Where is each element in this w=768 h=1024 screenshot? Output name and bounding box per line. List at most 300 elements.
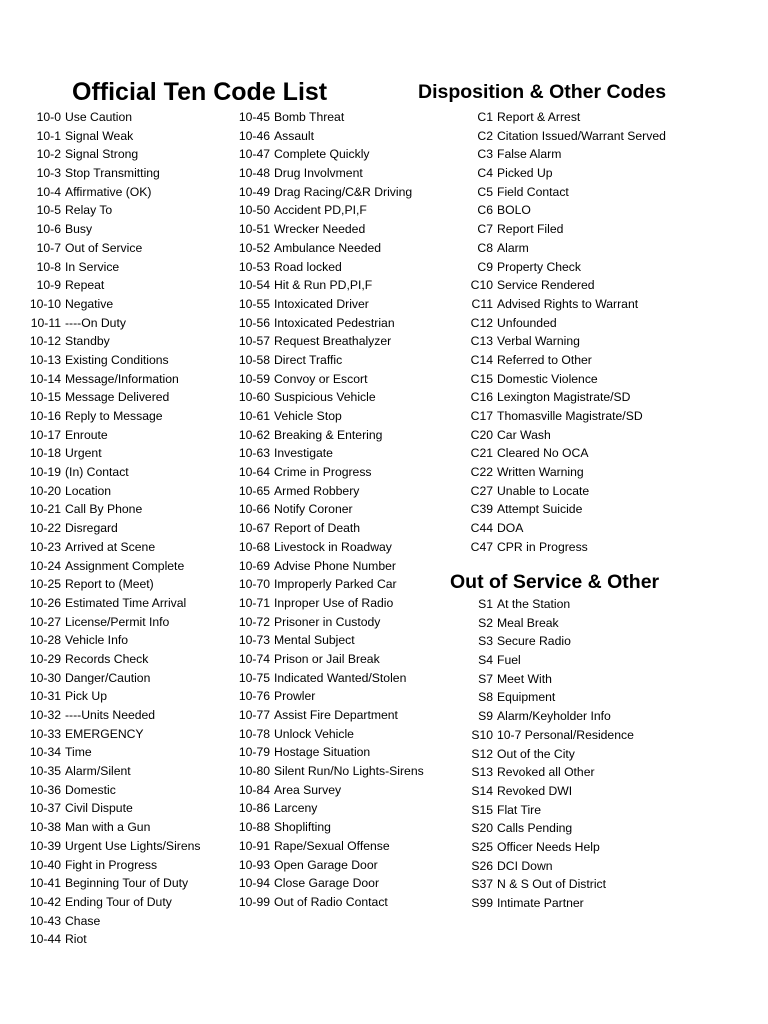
code-description: Report & Arrest: [497, 110, 581, 124]
code-number: S15: [471, 802, 493, 817]
code-description: Prison or Jail Break: [274, 651, 380, 666]
code-row: [0, 782, 573, 801]
code-number: C7: [477, 222, 493, 237]
code-row: [0, 482, 590, 501]
code-description: Intoxicated Pedestrian: [274, 315, 395, 330]
code-description: Report of Death: [274, 521, 361, 536]
code-description: Revoked all Other: [497, 765, 595, 780]
code-description: Stop Transmitting: [65, 166, 160, 181]
code-number: 10-45: [238, 110, 270, 124]
code-description: Unfounded: [497, 315, 557, 330]
code-number: 10-27: [29, 614, 61, 629]
code-number: C15: [470, 371, 493, 386]
code-description: Field Contact: [497, 184, 569, 199]
code-number: S3: [478, 634, 493, 649]
code-description: N & S Out of District: [497, 877, 607, 892]
code-number: 10-62: [238, 427, 270, 442]
code-description: Message Delivered: [65, 390, 170, 405]
code-row: [0, 538, 588, 557]
code-description: Prisoner in Custody: [274, 614, 381, 629]
code-number: 10-17: [29, 427, 61, 442]
code-description: CPR in Progress: [497, 539, 588, 554]
code-row: [0, 707, 611, 726]
code-number: 10-28: [29, 633, 61, 648]
code-row: [0, 164, 553, 183]
code-number: 10-23: [29, 539, 61, 554]
code-number: C20: [470, 427, 493, 442]
code-description: Out of Radio Contact: [274, 894, 388, 909]
code-number: S8: [478, 690, 493, 705]
code-number: C39: [470, 502, 493, 517]
code-description: Lexington Magistrate/SD: [497, 390, 631, 405]
code-description: Negative: [65, 296, 114, 311]
code-description: Bomb Threat: [274, 110, 345, 124]
code-description: Flat Tire: [497, 802, 542, 817]
code-number: S12: [471, 746, 493, 761]
code-number: 10-52: [238, 240, 270, 255]
code-number: 10-84: [238, 782, 270, 797]
code-description: At the Station: [497, 597, 571, 611]
code-number: 10-6: [36, 222, 61, 237]
code-description: Road locked: [274, 259, 342, 274]
code-description: Estimated Time Arrival: [65, 595, 187, 610]
code-number: 10-33: [29, 726, 61, 741]
code-number: C12: [470, 315, 493, 330]
code-description: 10-7 Personal/Residence: [497, 727, 634, 742]
code-description: License/Permit Info: [65, 614, 170, 629]
code-description: Inproper Use of Radio: [274, 595, 394, 610]
code-row: [0, 201, 531, 220]
code-number: 10-4: [36, 184, 61, 199]
code-number: 10-26: [29, 595, 61, 610]
code-number: S26: [471, 858, 493, 873]
code-description: Message/Information: [65, 371, 179, 386]
code-number: 10-15: [29, 390, 61, 405]
code-description: DCI Down: [497, 858, 553, 873]
code-description: Mental Subject: [274, 633, 355, 648]
code-description: Request Breathalyzer: [274, 334, 392, 349]
code-number: 10-54: [238, 278, 270, 293]
code-number: 10-14: [29, 371, 61, 386]
code-number: 10-91: [238, 838, 270, 853]
code-row: [0, 145, 562, 164]
code-number: C2: [477, 128, 493, 143]
code-row: [0, 632, 571, 651]
code-number: 10-77: [238, 708, 270, 722]
code-description: Meet With: [497, 671, 552, 686]
code-number: 10-71: [238, 595, 270, 610]
code-description: Intoxicated Driver: [274, 296, 369, 311]
code-number: C27: [470, 483, 493, 498]
code-description: Assignment Complete: [65, 558, 185, 573]
code-row: [0, 332, 580, 351]
code-description: Use Caution: [65, 110, 133, 124]
code-row: [0, 183, 569, 202]
code-number: 10-22: [29, 521, 61, 536]
code-number: 10-39: [29, 838, 61, 853]
code-row: [0, 519, 524, 538]
code-description: Larceny: [274, 801, 318, 816]
code-row: [0, 388, 631, 407]
code-description: Man with a Gun: [65, 820, 151, 835]
code-description: Car Wash: [497, 427, 551, 442]
code-description: Vehicle Info: [65, 633, 129, 648]
code-number: 10-16: [29, 409, 61, 423]
code-description: Domestic: [65, 782, 116, 797]
code-number: 10-61: [238, 409, 270, 423]
code-row: [0, 108, 581, 127]
code-description: Disregard: [65, 521, 118, 536]
code-number: S25: [471, 839, 493, 854]
code-number: 10-44: [29, 932, 61, 947]
code-row: [0, 595, 571, 614]
code-row: [0, 444, 589, 463]
code-description: Complete Quickly: [274, 147, 370, 162]
code-description: Location: [65, 483, 112, 498]
code-description: Out of Service: [65, 240, 143, 255]
code-number: 10-64: [238, 465, 270, 480]
code-number: C4: [477, 166, 493, 181]
code-number: C9: [477, 259, 493, 274]
code-number: 10-34: [29, 745, 61, 760]
code-description: Meal Break: [497, 615, 559, 630]
code-description: Out of the City: [497, 746, 575, 761]
code-number: 10-18: [29, 446, 61, 461]
code-description: False Alarm: [497, 147, 562, 162]
code-description: Prowler: [274, 689, 316, 704]
code-description: Danger/Caution: [65, 670, 151, 685]
code-description: Close Garage Door: [274, 876, 379, 891]
code-number: C13: [470, 334, 493, 349]
code-number: 10-79: [238, 745, 270, 760]
code-description: Beginning Tour of Duty: [65, 876, 189, 891]
code-description: Cleared No OCA: [497, 446, 589, 461]
code-number: 10-1: [36, 128, 61, 143]
code-number: 10-76: [238, 689, 270, 704]
code-number: 10-0: [36, 110, 61, 124]
code-description: Direct Traffic: [274, 352, 343, 367]
code-description: Attempt Suicide: [497, 502, 583, 517]
code-description: Standby: [65, 334, 110, 349]
code-description: Pick Up: [65, 689, 107, 704]
out-of-service-section-heading: Out of Service & Other: [450, 571, 660, 593]
code-description: ----Units Needed: [65, 708, 156, 722]
code-description: DOA: [497, 521, 524, 536]
code-number: S10: [471, 727, 493, 742]
code-number: 10-88: [238, 820, 270, 835]
code-number: C11: [471, 296, 493, 311]
code-number: 10-43: [29, 913, 61, 928]
code-row: [0, 819, 573, 838]
code-number: C47: [470, 539, 493, 554]
page-title: Official Ten Code List: [72, 78, 328, 106]
code-number: C14: [470, 352, 493, 367]
code-number: 10-10: [29, 296, 61, 311]
code-number: 10-38: [29, 820, 61, 835]
code-row: [0, 407, 643, 426]
code-number: 10-78: [238, 726, 270, 741]
code-number: 10-49: [238, 184, 270, 199]
code-description: Wrecker Needed: [274, 222, 366, 237]
code-number: 10-42: [29, 894, 61, 909]
code-description: Alarm/Silent: [65, 764, 131, 779]
code-description: Affirmative (OK): [65, 184, 152, 199]
code-number: 10-32: [29, 708, 61, 722]
code-description: Suspicious Vehicle: [274, 390, 376, 405]
code-description: Time: [65, 745, 92, 760]
code-description: Rape/Sexual Offense: [274, 838, 390, 853]
code-description: Citation Issued/Warrant Served: [497, 128, 666, 143]
code-number: 10-93: [238, 857, 270, 872]
code-description: Urgent: [65, 446, 102, 461]
code-number: S1: [478, 597, 493, 611]
code-number: 10-40: [29, 857, 61, 872]
code-description: Domestic Violence: [497, 371, 598, 386]
code-number: 10-47: [238, 147, 270, 162]
code-description: In Service: [65, 259, 120, 274]
code-row: [0, 875, 607, 894]
code-number: 10-72: [238, 614, 270, 629]
code-number: 10-68: [238, 539, 270, 554]
code-number: C8: [477, 240, 493, 255]
code-row: [0, 463, 584, 482]
code-number: 10-63: [238, 446, 270, 461]
code-row: [0, 239, 529, 258]
code-row: [0, 557, 396, 576]
code-description: Civil Dispute: [65, 801, 133, 816]
code-row: [0, 651, 521, 670]
code-number: 10-41: [29, 876, 61, 891]
code-description: Arrived at Scene: [65, 539, 156, 554]
code-description: Referred to Other: [497, 352, 592, 367]
code-number: 10-56: [238, 315, 270, 330]
code-number: 10-35: [29, 764, 61, 779]
code-description: Records Check: [65, 651, 149, 666]
code-description: Thomasville Magistrate/SD: [497, 409, 643, 423]
code-row: [0, 258, 581, 277]
code-number: 10-51: [238, 222, 270, 237]
code-number: 10-50: [238, 203, 270, 218]
code-description: Fight in Progress: [65, 857, 158, 872]
code-description: Busy: [65, 222, 93, 237]
code-row: [0, 295, 639, 314]
code-number: 10-53: [238, 259, 270, 274]
code-number: 10-94: [238, 876, 270, 891]
code-number: 10-7: [36, 240, 61, 255]
code-description: Ending Tour of Duty: [65, 894, 172, 909]
code-row: [0, 670, 552, 689]
code-row: [0, 838, 600, 857]
code-description: Fuel: [497, 653, 521, 668]
code-description: Advise Phone Number: [274, 558, 396, 573]
code-number: 10-12: [29, 334, 61, 349]
code-number: C22: [470, 465, 493, 480]
code-number: C44: [470, 521, 493, 536]
code-number: 10-36: [29, 782, 61, 797]
code-number: 10-66: [238, 502, 270, 517]
code-row: [0, 930, 87, 949]
code-description: Equipment: [497, 690, 556, 705]
code-row: [0, 857, 553, 876]
code-row: [0, 370, 598, 389]
code-row: [0, 614, 559, 633]
code-number: 10-3: [36, 166, 61, 181]
code-description: Officer Needs Help: [497, 839, 600, 854]
code-description: Written Warning: [497, 465, 584, 480]
code-description: Convoy or Escort: [274, 371, 368, 386]
code-description: Vehicle Stop: [274, 409, 342, 423]
code-description: Investigate: [274, 446, 333, 461]
code-description: BOLO: [497, 203, 531, 218]
code-description: Existing Conditions: [65, 352, 169, 367]
code-number: 10-31: [29, 689, 61, 704]
code-number: C6: [477, 203, 493, 218]
code-row: [0, 763, 595, 782]
code-description: Calls Pending: [497, 821, 573, 836]
code-row: [0, 500, 583, 519]
code-number: 10-30: [29, 670, 61, 685]
code-number: 10-59: [238, 371, 270, 386]
code-number: 10-9: [36, 278, 61, 293]
code-description: Unlock Vehicle: [274, 726, 354, 741]
code-description: Unable to Locate: [497, 483, 590, 498]
code-number: C5: [477, 184, 493, 199]
code-number: 10-99: [238, 894, 270, 909]
code-number: S37: [471, 877, 493, 892]
code-number: 10-60: [238, 390, 270, 405]
code-number: 10-69: [238, 558, 270, 573]
code-description: Alarm: [497, 240, 529, 255]
code-description: Enroute: [65, 427, 108, 442]
code-description: Armed Robbery: [274, 483, 360, 498]
code-description: Property Check: [497, 259, 581, 274]
code-description: Alarm/Keyholder Info: [497, 709, 611, 724]
code-description: Intimate Partner: [497, 896, 584, 910]
code-description: Call By Phone: [65, 502, 143, 517]
code-row: [0, 127, 666, 146]
code-number: 10-46: [238, 128, 270, 143]
disposition-section-heading: Disposition & Other Codes: [418, 81, 667, 103]
code-description: Assist Fire Department: [274, 708, 398, 722]
code-description: Riot: [65, 932, 87, 947]
code-description: Breaking & Entering: [274, 427, 383, 442]
code-row: [0, 351, 592, 370]
code-row: [0, 220, 564, 239]
code-description: Revoked DWI: [497, 783, 573, 798]
code-number: 10-80: [238, 764, 270, 779]
code-row: [0, 688, 556, 707]
code-number: S2: [478, 615, 493, 630]
code-description: Picked Up: [497, 166, 553, 181]
code-description: Ambulance Needed: [274, 240, 382, 255]
code-description: Reply to Message: [65, 409, 163, 423]
code-number: S20: [471, 821, 493, 836]
code-number: S9: [478, 709, 493, 724]
code-description: ----On Duty: [65, 315, 126, 330]
code-number: 10-58: [238, 352, 270, 367]
code-row: [0, 426, 551, 445]
code-description: Advised Rights to Warrant: [497, 296, 639, 311]
code-description: Chase: [65, 913, 101, 928]
code-number: 10-20: [29, 483, 61, 498]
code-number: S7: [478, 671, 493, 686]
code-number: C16: [470, 390, 493, 405]
code-number: 10-65: [238, 483, 270, 498]
code-row: [0, 276, 595, 295]
code-description: Livestock in Roadway: [274, 539, 392, 554]
code-number: 10-24: [29, 558, 61, 573]
code-description: (In) Contact: [65, 465, 129, 480]
code-number: S14: [471, 783, 493, 798]
code-number: 10-8: [36, 259, 61, 274]
code-number: C3: [477, 147, 493, 162]
code-number: 10-19: [29, 465, 61, 480]
code-number: C17: [470, 409, 493, 423]
disposition-code-list: [0, 108, 666, 557]
code-number: 10-67: [238, 521, 270, 536]
code-description: Accident PD,PI,F: [274, 203, 367, 218]
code-row: [0, 894, 584, 913]
code-row: [0, 745, 575, 764]
code-description: Silent Run/No Lights-Sirens: [274, 764, 424, 779]
code-description: Indicated Wanted/Stolen: [274, 670, 407, 685]
code-number: 10-21: [29, 502, 61, 517]
code-number: 10-57: [238, 334, 270, 349]
code-number: 10-11: [30, 315, 61, 330]
out-of-service-code-list: [0, 595, 634, 913]
code-description: Signal Strong: [65, 147, 139, 162]
code-description: Area Survey: [274, 782, 342, 797]
code-description: EMERGENCY: [65, 726, 144, 741]
code-number: S4: [478, 653, 493, 668]
code-description: Repeat: [65, 278, 105, 293]
code-row: [0, 912, 101, 931]
code-description: Crime in Progress: [274, 465, 372, 480]
code-number: 10-29: [29, 651, 61, 666]
code-row: [0, 575, 397, 594]
code-row: [0, 801, 542, 820]
code-number: 10-48: [238, 166, 270, 181]
code-number: 10-37: [29, 801, 61, 816]
code-number: S99: [471, 896, 493, 910]
code-description: Drag Racing/C&R Driving: [274, 184, 413, 199]
code-number: 10-70: [238, 577, 270, 592]
code-number: 10-74: [238, 651, 270, 666]
code-number: 10-2: [36, 147, 61, 162]
code-description: Relay To: [65, 203, 113, 218]
code-description: Secure Radio: [497, 634, 571, 649]
code-description: Improperly Parked Car: [274, 577, 397, 592]
code-number: 10-25: [29, 577, 61, 592]
code-description: Service Rendered: [497, 278, 595, 293]
code-description: Hit & Run PD,PI,F: [274, 278, 373, 293]
code-number: 10-86: [238, 801, 270, 816]
code-description: Signal Weak: [65, 128, 134, 143]
code-number: C21: [470, 446, 493, 461]
code-description: Assault: [274, 128, 314, 143]
code-number: 10-5: [36, 203, 61, 218]
code-row: [0, 314, 557, 333]
code-description: Notify Coroner: [274, 502, 353, 517]
code-description: Hostage Situation: [274, 745, 371, 760]
code-description: Report Filed: [497, 222, 564, 237]
code-description: Open Garage Door: [274, 857, 378, 872]
code-number: S13: [471, 765, 493, 780]
code-number: 10-13: [29, 352, 61, 367]
code-description: Shoplifting: [274, 820, 331, 835]
code-description: Drug Involvment: [274, 166, 363, 181]
code-number: C10: [470, 278, 493, 293]
